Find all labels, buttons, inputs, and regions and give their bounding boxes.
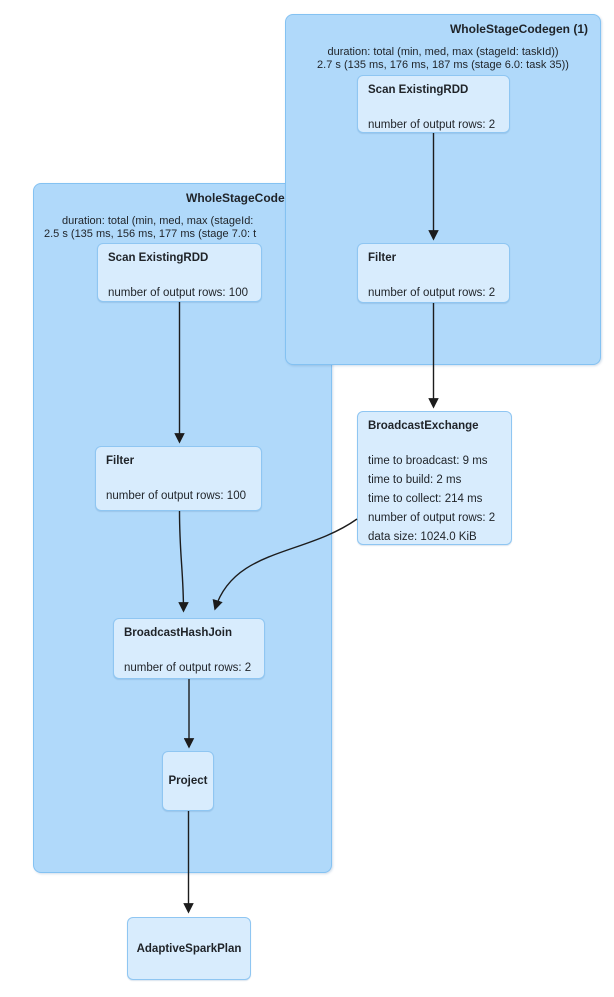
node-title: Filter <box>106 455 135 467</box>
node-title: AdaptiveSparkPlan <box>136 942 242 955</box>
plan-node-filter-1[interactable] <box>357 243 510 303</box>
node-metric: number of output rows: 2 <box>368 287 496 299</box>
plan-node-filter-2[interactable] <box>95 446 262 511</box>
node-metric: number of output rows: 2 <box>368 512 496 524</box>
node-metric: time to collect: 214 ms <box>368 493 483 505</box>
node-metric: time to broadcast: 9 ms <box>368 455 488 467</box>
cluster-duration-line2: 2.5 s (135 ms, 156 ms, 177 ms (stage 7.0: t <box>44 228 257 240</box>
node-title: Project <box>168 775 208 787</box>
plan-node-scan-existingrdd-1[interactable] <box>357 75 510 133</box>
cluster-duration-line1: duration: total (min, med, max (stageId: <box>62 215 254 227</box>
cluster-title: WholeStageCodegen (1) <box>449 22 588 36</box>
node-title: Filter <box>368 252 397 264</box>
cluster-wholestagecodegen-1 <box>285 14 601 365</box>
node-title: BroadcastExchange <box>368 420 479 432</box>
cluster-duration-line2: 2.7 s (135 ms, 176 ms, 187 ms (stage 6.0: task 35)) <box>317 59 569 71</box>
plan-node-scan-existingrdd-2[interactable] <box>97 243 262 302</box>
node-title: Scan ExistingRDD <box>108 252 209 264</box>
plan-node-adaptivesparkplan[interactable] <box>127 917 251 980</box>
cluster-duration-line1: duration: total (min, med, max (stageId: taskId)) <box>327 46 559 58</box>
node-metric: number of output rows: 100 <box>108 287 248 299</box>
node-metric: number of output rows: 2 <box>368 119 496 131</box>
plan-node-project[interactable] <box>162 751 214 811</box>
node-metric: time to build: 2 ms <box>368 474 462 486</box>
node-metric: number of output rows: 100 <box>106 490 246 502</box>
node-title: Scan ExistingRDD <box>368 84 469 96</box>
cluster-title: WholeStageCode <box>186 191 285 205</box>
node-title: BroadcastHashJoin <box>124 627 233 639</box>
node-metric: data size: 1024.0 KiB <box>368 531 477 543</box>
plan-node-broadcasthashjoin[interactable] <box>113 618 265 679</box>
plan-node-broadcastexchange[interactable] <box>357 411 512 545</box>
node-metric: number of output rows: 2 <box>124 662 252 674</box>
